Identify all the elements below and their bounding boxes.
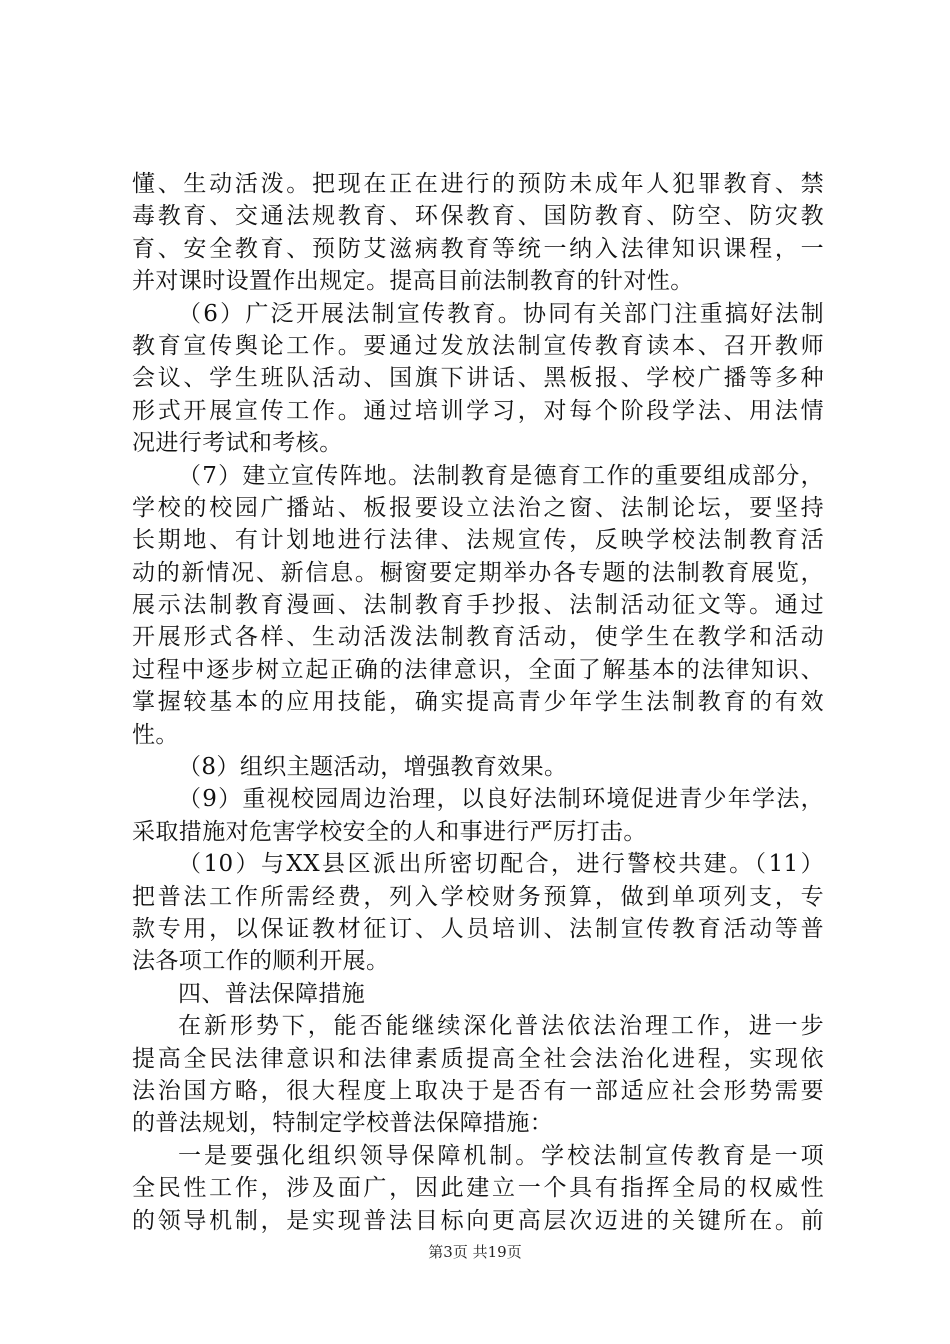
text-line: 会议、学生班队活动、国旗下讲话、黑板报、学校广播等多种 xyxy=(132,365,824,392)
text-line: 开展形式各样、生动活泼法制教育活动，使学生在教学和活动 xyxy=(132,624,824,651)
text-line: 法治国方略，很大程度上取决于是否有一部适应社会形势需要 xyxy=(132,1077,824,1104)
text-line: （8）组织主题活动，增强教育效果。 xyxy=(178,754,568,781)
text-line: 款专用，以保证教材征订、人员培训、法制宣传教育活动等普 xyxy=(132,915,824,942)
text-line: （7）建立宣传阵地。法制教育是德育工作的重要组成部分， xyxy=(178,462,824,489)
text-line: 长期地、有计划地进行法律、法规宣传，反映学校法制教育活 xyxy=(132,527,824,554)
text-line: 过程中逐步树立起正确的法律意识，全面了解基本的法律知识、 xyxy=(132,656,824,683)
text-line: 在新形势下，能否能继续深化普法依法治理工作，进一步 xyxy=(178,1013,824,1040)
text-line: 四、普法保障措施 xyxy=(178,980,366,1007)
text-line: 毒教育、交通法规教育、环保教育、国防教育、防空、防灾教 xyxy=(132,203,824,230)
text-line: 育、安全教育、预防艾滋病教育等统一纳入法律知识课程，一 xyxy=(132,235,824,262)
text-line: 况进行考试和考核。 xyxy=(132,430,343,457)
text-line: 把普法工作所需经费，列入学校财务预算，做到单项列支，专 xyxy=(132,883,824,910)
text-line: 全民性工作，涉及面广，因此建立一个具有指挥全局的权威性 xyxy=(132,1175,824,1202)
text-line: 形式开展宣传工作。通过培训学习，对每个阶段学法、用法情 xyxy=(132,397,824,424)
text-line: 提高全民法律意识和法律素质提高全社会法治化进程，实现依 xyxy=(132,1045,824,1072)
text-line: 一是要强化组织领导保障机制。学校法制宣传教育是一项 xyxy=(178,1142,824,1169)
page-footer: 第3页 共19页 xyxy=(428,1243,522,1261)
text-line: 懂、生动活泼。把现在正在进行的预防未成年人犯罪教育、禁 xyxy=(132,171,824,197)
text-line: 学校的校园广播站、板报要设立法治之窗、法制论坛，要坚持 xyxy=(132,494,824,521)
text-line: （9）重视校园周边治理，以良好法制环境促进青少年学法， xyxy=(178,786,824,813)
text-line: 采取措施对危害学校安全的人和事进行严厉打击。 xyxy=(132,818,647,845)
text-line: 教育宣传舆论工作。要通过发放法制宣传教育读本、召开教师 xyxy=(132,332,824,359)
text-line: 展示法制教育漫画、法制教育手抄报、法制活动征文等。通过 xyxy=(132,592,824,619)
text-line: 掌握较基本的应用技能，确实提高青少年学生法制教育的有效 xyxy=(132,689,824,716)
document-body xyxy=(132,168,824,1237)
text-line: 动的新情况、新信息。橱窗要定期举办各专题的法制教育展览， xyxy=(132,559,824,586)
text-line: 性。 xyxy=(132,721,179,748)
text-line: （6）广泛开展法制宣传教育。协同有关部门注重搞好法制 xyxy=(178,300,824,327)
text-line: （10）与XX县区派出所密切配合，进行警校共建。（11） xyxy=(178,851,824,878)
text-line: 并对课时设置作出规定。提高目前法制教育的针对性。 xyxy=(132,268,694,295)
text-line: 法各项工作的顺利开展。 xyxy=(132,948,390,975)
text-line: 的领导机制，是实现普法目标向更高层次迈进的关键所在。前 xyxy=(132,1207,824,1234)
text-line: 的普法规划，特制定学校普法保障措施： xyxy=(132,1110,554,1137)
